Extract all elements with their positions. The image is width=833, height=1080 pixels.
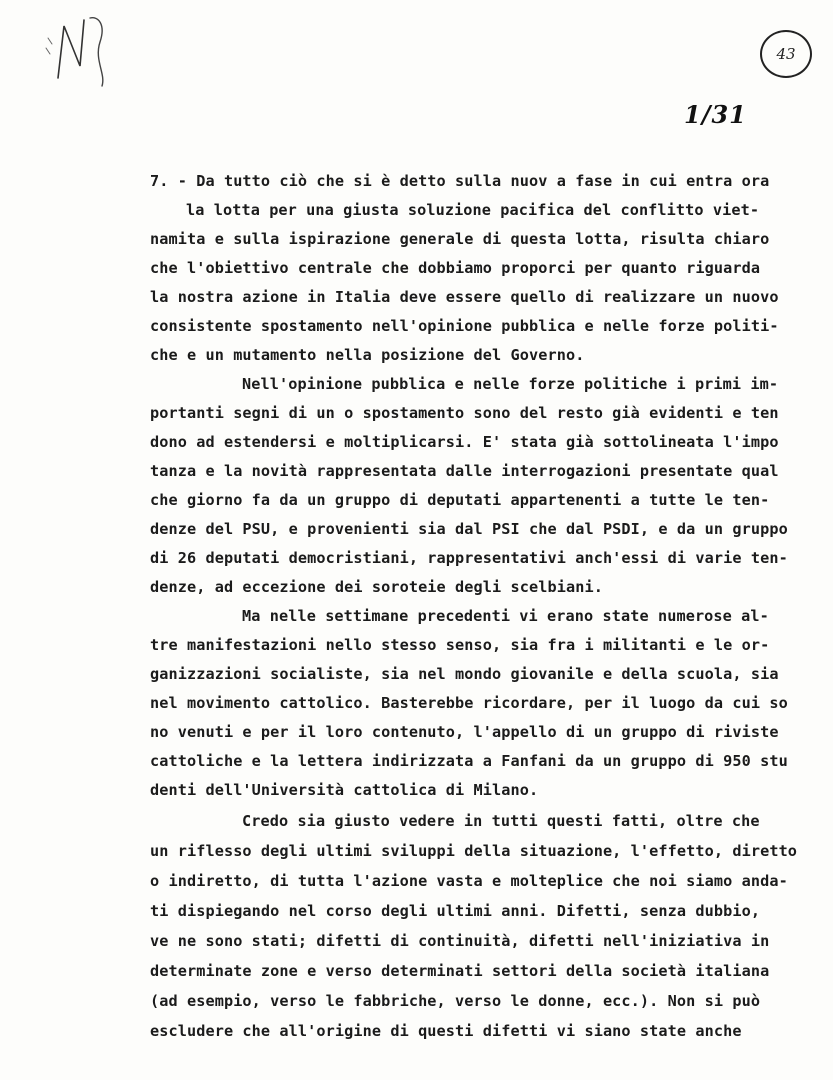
text-line: Ma nelle settimane precedenti vi erano state numerose al-	[242, 607, 769, 625]
text-line: escludere che all'origine di questi difetti vi siano state anche	[150, 1022, 742, 1040]
text-line: portanti segni di un o spostamento sono del resto già evidenti e ten	[150, 404, 779, 422]
page-circle-number: 43	[776, 45, 796, 63]
text-line: denze del PSU, e provenienti sia dal PSI che dal PSDI, e da un gruppo	[150, 520, 788, 538]
text-line: tanza e la novità rappresentata dalle interrogazioni presentate qual	[150, 462, 779, 480]
handwritten-mark	[40, 8, 140, 94]
text-line: no venuti e per il loro contenuto, l'appello di un gruppo di riviste	[150, 723, 779, 741]
text-line: (ad esempio, verso le fabbriche, verso le donne, ecc.). Non si può	[150, 992, 761, 1010]
text-line: o indiretto, di tutta l'azione vasta e molteplice che noi siamo anda-	[150, 872, 788, 890]
text-line: che e un mutamento nella posizione del Governo.	[150, 346, 585, 364]
text-line: la nostra azione in Italia deve essere quello di realizzare un nuovo	[150, 288, 779, 306]
page-number-circle	[760, 30, 812, 78]
text-line: tre manifestazioni nello stesso senso, sia fra i militanti e le or-	[150, 636, 770, 654]
text-line: nel movimento cattolico. Basterebbe ricordare, per il luogo da cui so	[150, 694, 788, 712]
text-line: che giorno fa da un gruppo di deputati appartenenti a tutte le ten-	[150, 491, 770, 509]
text-line: un riflesso degli ultimi sviluppi della situazione, l'effetto, diretto	[150, 842, 798, 860]
text-line: dono ad estendersi e moltiplicarsi. E' stata già sottolineata l'impo	[150, 433, 779, 451]
text-line: 7. - Da tutto ciò che si è detto sulla nuov a fase in cui entra ora	[150, 172, 770, 190]
text-line: namita e sulla ispirazione generale di questa lotta, risulta chiaro	[150, 230, 770, 248]
text-line: denze, ad eccezione dei soroteie degli scelbiani.	[150, 578, 603, 596]
text-line: ve ne sono stati; difetti di continuità, difetti nell'iniziativa in	[150, 932, 770, 950]
text-line: denti dell'Università cattolica di Milano.	[150, 781, 539, 799]
text-line: determinate zone e verso determinati settori della società italiana	[150, 962, 770, 980]
text-line: che l'obiettivo centrale che dobbiamo proporci per quanto riguarda	[150, 259, 761, 277]
folio-number: 1/31	[684, 100, 747, 129]
text-line: ganizzazioni socialiste, sia nel mondo giovanile e della scuola, sia	[150, 665, 779, 683]
text-line: la lotta per una giusta soluzione pacifica del conflitto viet-	[186, 201, 760, 219]
text-line: di 26 deputati democristiani, rappresentativi anch'essi di varie ten-	[150, 549, 788, 567]
text-line: Nell'opinione pubblica e nelle forze politiche i primi im-	[242, 375, 779, 393]
text-line: Credo sia giusto vedere in tutti questi fatti, oltre che	[242, 812, 760, 830]
text-line: ti dispiegando nel corso degli ultimi anni. Difetti, senza dubbio,	[150, 902, 761, 920]
text-line: cattoliche e la lettera indirizzata a Fanfani da un gruppo di 950 stu	[150, 752, 788, 770]
text-line: consistente spostamento nell'opinione pubblica e nelle forze politi-	[150, 317, 779, 335]
